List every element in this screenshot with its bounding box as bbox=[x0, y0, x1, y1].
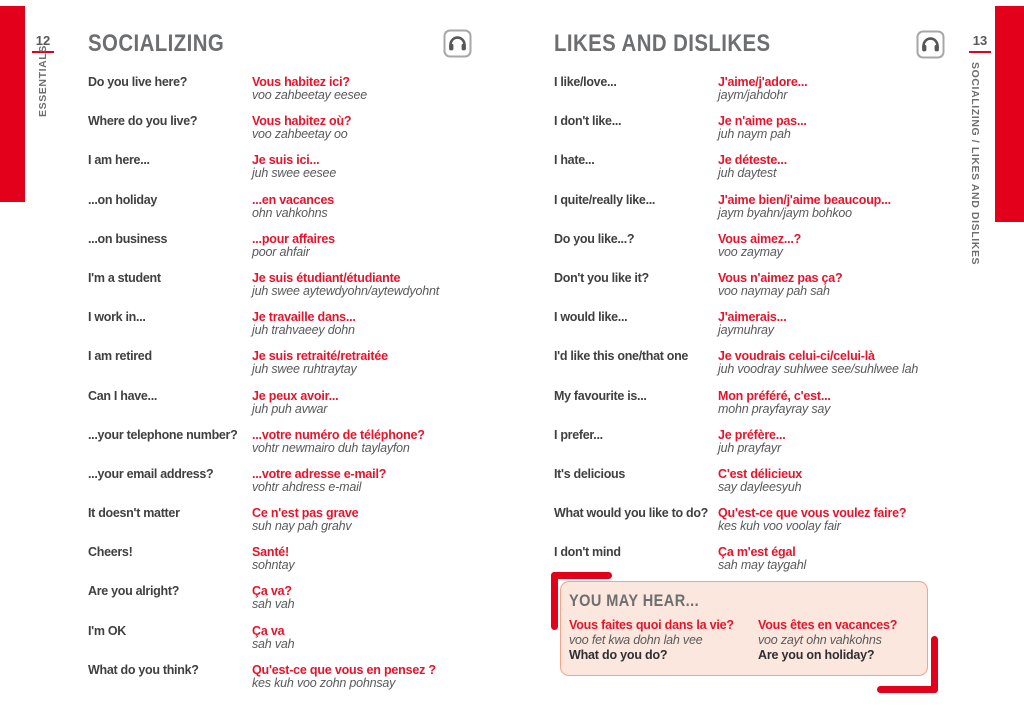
phonetic-text: juh swee aytewdyohn/aytewdyohnt bbox=[252, 283, 439, 298]
french-phrase: Vous êtes en vacances? bbox=[758, 618, 898, 632]
phrase-row bbox=[554, 310, 964, 349]
phrase-row bbox=[554, 506, 964, 545]
section-tab-right: SOCIALIZING / LIKES AND DISLIKES bbox=[969, 62, 981, 266]
phonetic-text: vohtr ahdress e-mail bbox=[252, 479, 362, 494]
english-phrase: What would you like to do? bbox=[554, 506, 708, 521]
phrase-row bbox=[88, 193, 520, 232]
phrase-row bbox=[88, 271, 520, 310]
phrase-row bbox=[88, 545, 520, 584]
you-may-hear-box bbox=[560, 581, 928, 676]
phonetic-text: voo fet kwa dohn lah vee bbox=[569, 633, 703, 647]
french-phrase: Vous habitez où? bbox=[252, 114, 352, 129]
phonetic-text: vohtr newmairo duh taylayfon bbox=[252, 440, 410, 455]
phonetic-text: voo zaymay bbox=[718, 244, 783, 259]
english-phrase: I work in... bbox=[88, 310, 146, 325]
phonetic-text: juh swee ruhtraytay bbox=[252, 362, 357, 377]
english-phrase: Don't you like it? bbox=[554, 270, 649, 285]
english-phrase: Can I have... bbox=[88, 388, 158, 403]
translation-block bbox=[252, 310, 356, 337]
translation-block bbox=[718, 545, 806, 572]
phrase-row bbox=[88, 389, 520, 428]
phonetic-text: jaymuhray bbox=[718, 323, 774, 338]
phonetic-text: juh trahvaeey dohn bbox=[252, 323, 355, 338]
french-phrase: ...pour affaires bbox=[252, 231, 335, 246]
french-phrase: Je travaille dans... bbox=[252, 310, 356, 325]
translation-block bbox=[718, 506, 906, 533]
english-phrase: I quite/really like... bbox=[554, 192, 656, 207]
translation-block bbox=[252, 545, 294, 572]
french-phrase: Ça m'est égal bbox=[718, 545, 796, 560]
translation-block bbox=[252, 75, 367, 102]
french-phrase: ...votre numéro de téléphone? bbox=[252, 427, 425, 442]
phonetic-text: suh nay pah grahv bbox=[252, 519, 352, 534]
phonetic-text: mohn prayfayray say bbox=[718, 401, 831, 416]
phonetic-text: voo naymay pah sah bbox=[718, 283, 830, 298]
phonetic-text: sah vah bbox=[252, 636, 295, 651]
english-phrase: I am here... bbox=[88, 153, 150, 168]
translation-block bbox=[252, 271, 439, 298]
french-phrase: Je suis étudiant/étudiante bbox=[252, 270, 401, 285]
translation-block bbox=[252, 389, 338, 416]
translation-block bbox=[252, 663, 436, 690]
translation-block bbox=[252, 467, 386, 494]
french-phrase: Je suis ici... bbox=[252, 153, 320, 168]
phonetic-text: jaym byahn/jaym bohkoo bbox=[718, 205, 852, 220]
english-phrase: It's delicious bbox=[554, 466, 626, 481]
french-phrase: Je voudrais celui-ci/celui-là bbox=[718, 349, 875, 364]
headphones-icon[interactable] bbox=[916, 30, 945, 59]
phrase-row bbox=[554, 349, 964, 388]
english-phrase: What do you do? bbox=[569, 648, 668, 662]
you-may-hear-item bbox=[569, 618, 758, 663]
phrase-row bbox=[88, 428, 520, 467]
translation-block bbox=[718, 153, 787, 180]
english-phrase: I'd like this one/that one bbox=[554, 349, 689, 364]
phrase-row bbox=[88, 584, 520, 623]
translation-block bbox=[718, 193, 891, 220]
english-phrase: What do you think? bbox=[88, 662, 199, 677]
page-number-right: 13 bbox=[972, 33, 988, 48]
english-phrase: ...on business bbox=[88, 231, 168, 246]
english-phrase: Do you live here? bbox=[88, 75, 188, 89]
phonetic-text: voo zahbeetay eesee bbox=[252, 88, 368, 102]
translation-block bbox=[252, 428, 425, 455]
english-phrase: I don't mind bbox=[554, 545, 621, 560]
page-number-left: 12 bbox=[35, 33, 51, 48]
translation-block bbox=[252, 624, 294, 651]
phonetic-text: juh puh avwar bbox=[252, 401, 328, 416]
english-phrase: Where do you live? bbox=[88, 114, 198, 129]
phrase-row bbox=[88, 75, 520, 114]
french-phrase: Vous habitez ici? bbox=[252, 75, 350, 89]
english-phrase: Cheers! bbox=[88, 545, 133, 560]
phrase-row bbox=[554, 75, 964, 114]
page-number-right-rule bbox=[969, 51, 991, 53]
left-page-title: SOCIALIZING bbox=[88, 30, 225, 57]
french-phrase: Ça va? bbox=[252, 584, 292, 599]
phonetic-text: kes kuh voo zohn pohnsay bbox=[252, 675, 396, 690]
english-phrase: ...on holiday bbox=[88, 192, 158, 207]
phonetic-text: sah may taygahl bbox=[718, 558, 807, 573]
phrase-row bbox=[554, 428, 964, 467]
english-phrase: My favourite is... bbox=[554, 388, 647, 403]
phonetic-text: voo zahbeetay oo bbox=[252, 127, 348, 142]
you-may-hear-title: YOU MAY HEAR... bbox=[569, 592, 700, 610]
french-phrase: J'aime/j'adore... bbox=[718, 75, 808, 89]
phonetic-text: poor ahfair bbox=[252, 244, 310, 259]
phrase-row bbox=[88, 153, 520, 192]
translation-block bbox=[718, 271, 842, 298]
french-phrase: C'est délicieux bbox=[718, 466, 803, 481]
english-phrase: Are you on holiday? bbox=[758, 648, 875, 662]
translation-block bbox=[252, 349, 388, 376]
headphones-icon[interactable] bbox=[443, 29, 472, 58]
translation-block bbox=[718, 389, 831, 416]
left-red-bar bbox=[0, 6, 25, 202]
right-red-bar bbox=[995, 6, 1024, 222]
english-phrase: I'm OK bbox=[88, 623, 126, 638]
french-phrase: Je n'aime pas... bbox=[718, 114, 807, 129]
phonetic-text: kes kuh voo voolay fair bbox=[718, 519, 841, 534]
translation-block bbox=[252, 232, 335, 259]
translation-block bbox=[718, 310, 786, 337]
english-phrase: I don't like... bbox=[554, 114, 622, 129]
english-phrase: Do you like...? bbox=[554, 231, 635, 246]
french-phrase: Vous aimez...? bbox=[718, 231, 802, 246]
phrase-row bbox=[88, 114, 520, 153]
translation-block bbox=[718, 114, 807, 141]
translation-block bbox=[252, 114, 351, 141]
phrase-list-left bbox=[88, 75, 520, 702]
french-phrase: Je déteste... bbox=[718, 153, 787, 168]
you-may-hear-item bbox=[758, 618, 947, 663]
french-phrase: Je suis retraité/retraitée bbox=[252, 349, 388, 364]
box-bracket-top-left bbox=[551, 572, 558, 630]
french-phrase: Vous n'aimez pas ça? bbox=[718, 270, 843, 285]
french-phrase: Ce n'est pas grave bbox=[252, 506, 359, 521]
section-tab-left: ESSENTIALS bbox=[37, 45, 49, 117]
english-phrase: ...your email address? bbox=[88, 466, 214, 481]
phrase-row bbox=[554, 389, 964, 428]
box-bracket-bottom-right bbox=[877, 686, 938, 693]
phrase-row bbox=[554, 153, 964, 192]
phrase-row bbox=[554, 467, 964, 506]
phrase-row bbox=[88, 624, 520, 663]
phonetic-text: voo zayt ohn vahkohns bbox=[758, 633, 882, 647]
box-bracket-top-left bbox=[551, 572, 612, 579]
phonetic-text: juh voodray suhlwee see/suhlwee lah bbox=[718, 362, 919, 377]
translation-block bbox=[718, 467, 802, 494]
french-phrase: Santé! bbox=[252, 545, 290, 560]
french-phrase: J'aime bien/j'aime beaucoup... bbox=[718, 192, 891, 207]
phrase-row bbox=[554, 114, 964, 153]
translation-block bbox=[718, 349, 918, 376]
english-phrase: Are you alright? bbox=[88, 584, 180, 599]
phonetic-text: jaym/jahdohr bbox=[718, 88, 788, 102]
french-phrase: Ça va bbox=[252, 623, 285, 638]
english-phrase: It doesn't matter bbox=[88, 506, 180, 521]
english-phrase: ...your telephone number? bbox=[88, 427, 238, 442]
phrase-row bbox=[88, 349, 520, 388]
english-phrase: I hate... bbox=[554, 153, 595, 168]
english-phrase: I'm a student bbox=[88, 270, 161, 285]
translation-block bbox=[252, 193, 334, 220]
phrase-row bbox=[88, 663, 520, 702]
french-phrase: Qu'est-ce que vous en pensez ? bbox=[252, 662, 436, 677]
english-phrase: I prefer... bbox=[554, 427, 603, 442]
translation-block bbox=[252, 506, 358, 533]
french-phrase: Qu'est-ce que vous voulez faire? bbox=[718, 506, 907, 521]
english-phrase: I would like... bbox=[554, 310, 628, 325]
translation-block bbox=[718, 428, 786, 455]
phonetic-text: juh daytest bbox=[718, 166, 777, 181]
french-phrase: ...votre adresse e-mail? bbox=[252, 466, 387, 481]
english-phrase: I like/love... bbox=[554, 75, 617, 89]
phonetic-text: juh naym pah bbox=[718, 127, 791, 142]
phrase-row bbox=[554, 232, 964, 271]
phrase-row bbox=[554, 271, 964, 310]
french-phrase: ...en vacances bbox=[252, 192, 334, 207]
translation-block bbox=[718, 75, 807, 102]
phrase-row bbox=[88, 232, 520, 271]
you-may-hear-items bbox=[569, 618, 919, 663]
phrase-row bbox=[88, 506, 520, 545]
phonetic-text: sohntay bbox=[252, 558, 295, 573]
translation-block bbox=[718, 232, 801, 259]
french-phrase: Vous faites quoi dans la vie? bbox=[569, 618, 734, 632]
french-phrase: Mon préféré, c'est... bbox=[718, 388, 831, 403]
right-page-title: LIKES AND DISLIKES bbox=[554, 30, 771, 57]
phrase-row bbox=[88, 467, 520, 506]
english-phrase: I am retired bbox=[88, 349, 152, 364]
french-phrase: Je préfère... bbox=[718, 427, 786, 442]
phrase-row bbox=[88, 310, 520, 349]
phonetic-text: ohn vahkohns bbox=[252, 205, 328, 220]
french-phrase: Je peux avoir... bbox=[252, 388, 339, 403]
phonetic-text: say dayleesyuh bbox=[718, 479, 802, 494]
phrase-row bbox=[554, 193, 964, 232]
translation-block bbox=[252, 584, 294, 611]
phonetic-text: sah vah bbox=[252, 597, 295, 612]
translation-block bbox=[252, 153, 336, 180]
phrase-row bbox=[554, 545, 964, 584]
french-phrase: J'aimerais... bbox=[718, 310, 787, 325]
phonetic-text: juh prayfayr bbox=[718, 440, 781, 455]
phonetic-text: juh swee eesee bbox=[252, 166, 337, 181]
phrase-list-right bbox=[554, 75, 964, 584]
